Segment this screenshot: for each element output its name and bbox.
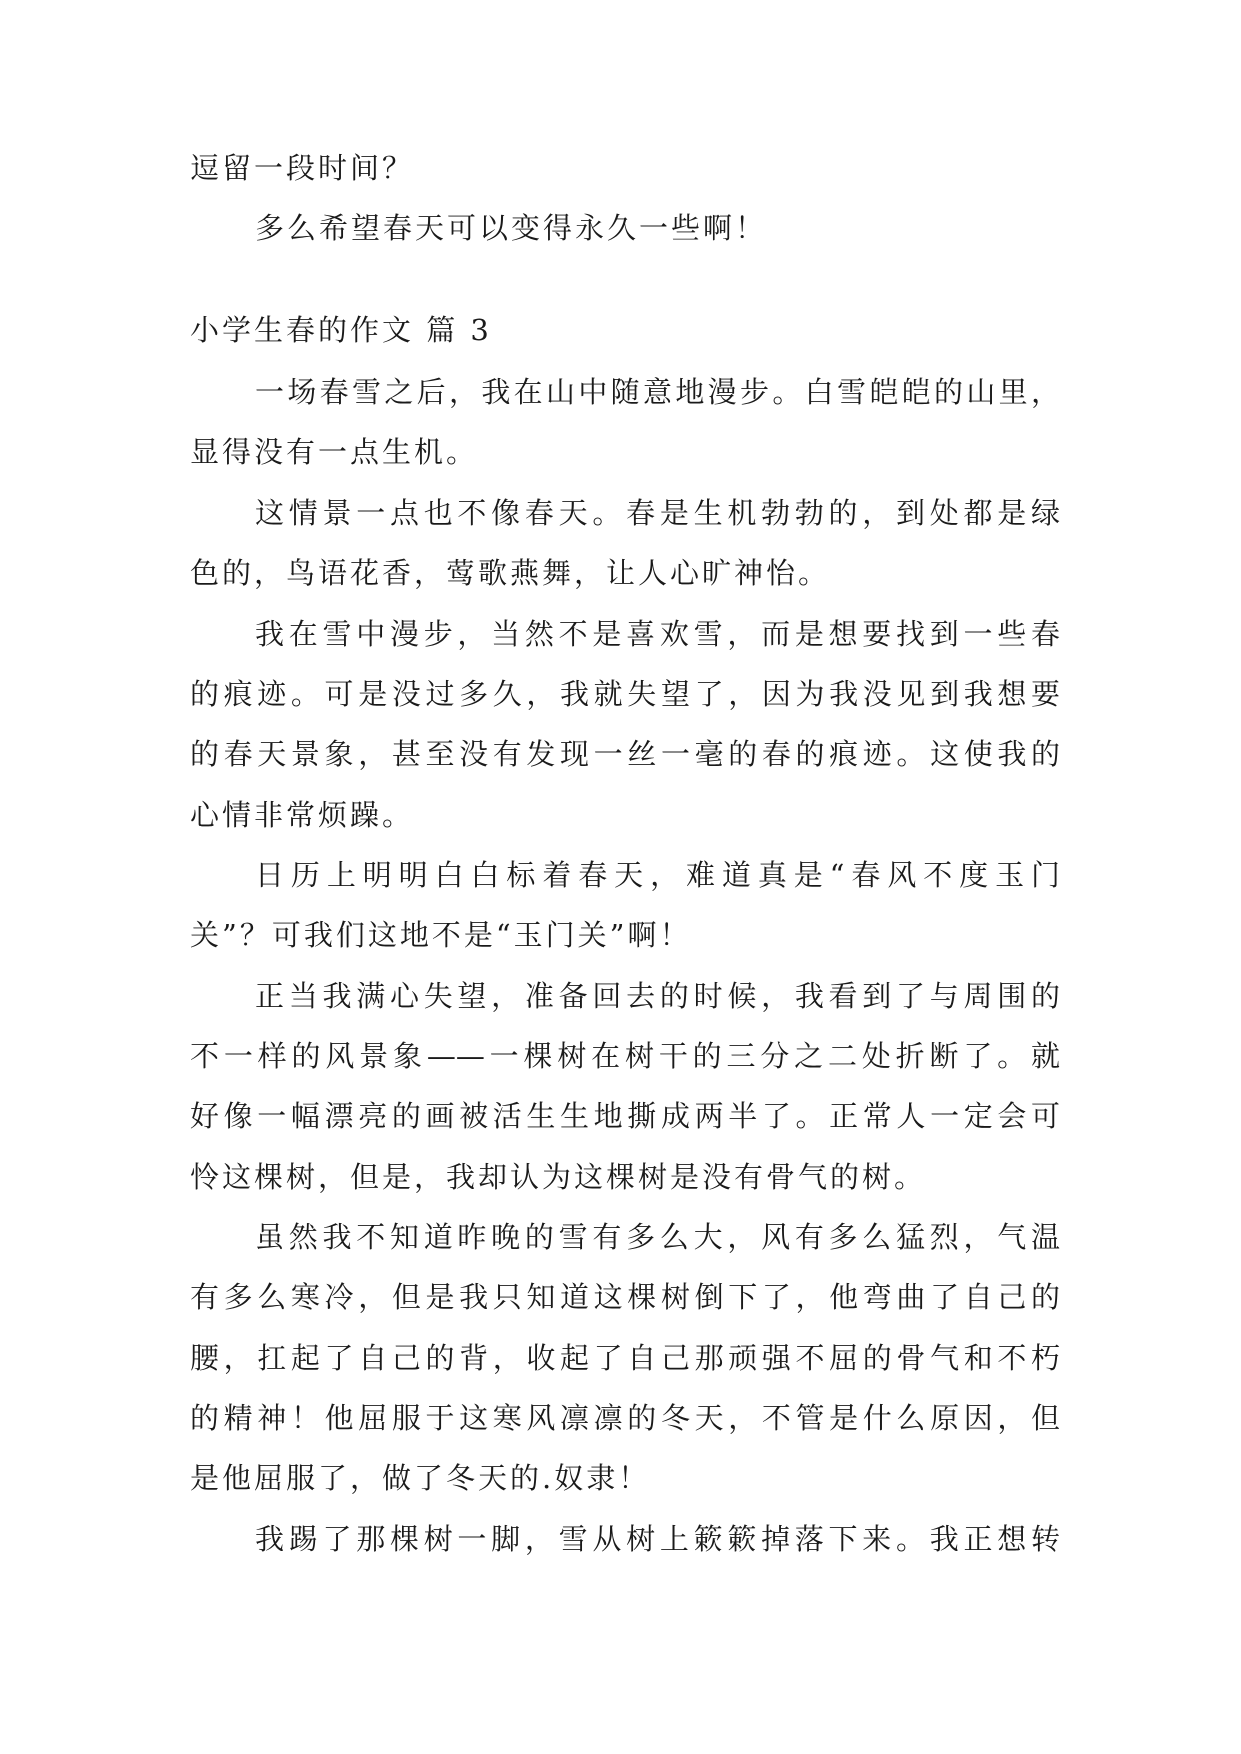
text-line: 腰，扛起了自己的背，收起了自己那顽强不屈的骨气和不朽 [190, 1341, 1060, 1375]
text-line: 的精神！他屈服于这寒风凛凛的冬天，不管是什么原因，但 [190, 1401, 1060, 1435]
text-line: 关”？可我们这地不是“玉门关”啊！ [190, 918, 692, 952]
text-line: 我在雪中漫步，当然不是喜欢雪，而是想要找到一些春 [255, 617, 1060, 651]
text-line: 逗留一段时间？ [190, 151, 415, 185]
text-line: 日历上明明白白标着春天，难道真是“春风不度玉门 [255, 858, 1060, 892]
text-line: 这情景一点也不像春天。春是生机勃勃的，到处都是绿 [255, 496, 1060, 530]
text-line: 是他屈服了，做了冬天的.奴隶！ [190, 1461, 651, 1495]
text-line: 的春天景象，甚至没有发现一丝一毫的春的痕迹。这使我的 [190, 737, 1060, 771]
text-line: 显得没有一点生机。 [190, 435, 479, 469]
text-line: 的痕迹。可是没过多久，我就失望了，因为我没见到我想要 [190, 677, 1060, 711]
text-line: 有多么寒冷，但是我只知道这棵树倒下了，他弯曲了自己的 [190, 1280, 1060, 1314]
text-line: 多么希望春天可以变得永久一些啊！ [255, 211, 768, 245]
text-line: 不一样的风景象——一棵树在树干的三分之二处折断了。就 [190, 1039, 1060, 1073]
section-heading: 小学生春的作文 篇 3 [190, 313, 492, 347]
text-line: 色的，鸟语花香，莺歌燕舞，让人心旷神怡。 [190, 556, 831, 590]
text-line: 一场春雪之后，我在山中随意地漫步。白雪皑皑的山里， [255, 375, 1060, 409]
text-line: 心情非常烦躁。 [190, 798, 415, 832]
text-line: 怜这棵树，但是，我却认为这棵树是没有骨气的树。 [190, 1160, 927, 1194]
text-line: 虽然我不知道昨晚的雪有多么大，风有多么猛烈，气温 [255, 1220, 1060, 1254]
text-line: 好像一幅漂亮的画被活生生地撕成两半了。正常人一定会可 [190, 1099, 1060, 1133]
text-line: 正当我满心失望，准备回去的时候，我看到了与周围的 [255, 979, 1060, 1013]
text-line: 我踢了那棵树一脚，雪从树上簌簌掉落下来。我正想转 [255, 1522, 1060, 1556]
